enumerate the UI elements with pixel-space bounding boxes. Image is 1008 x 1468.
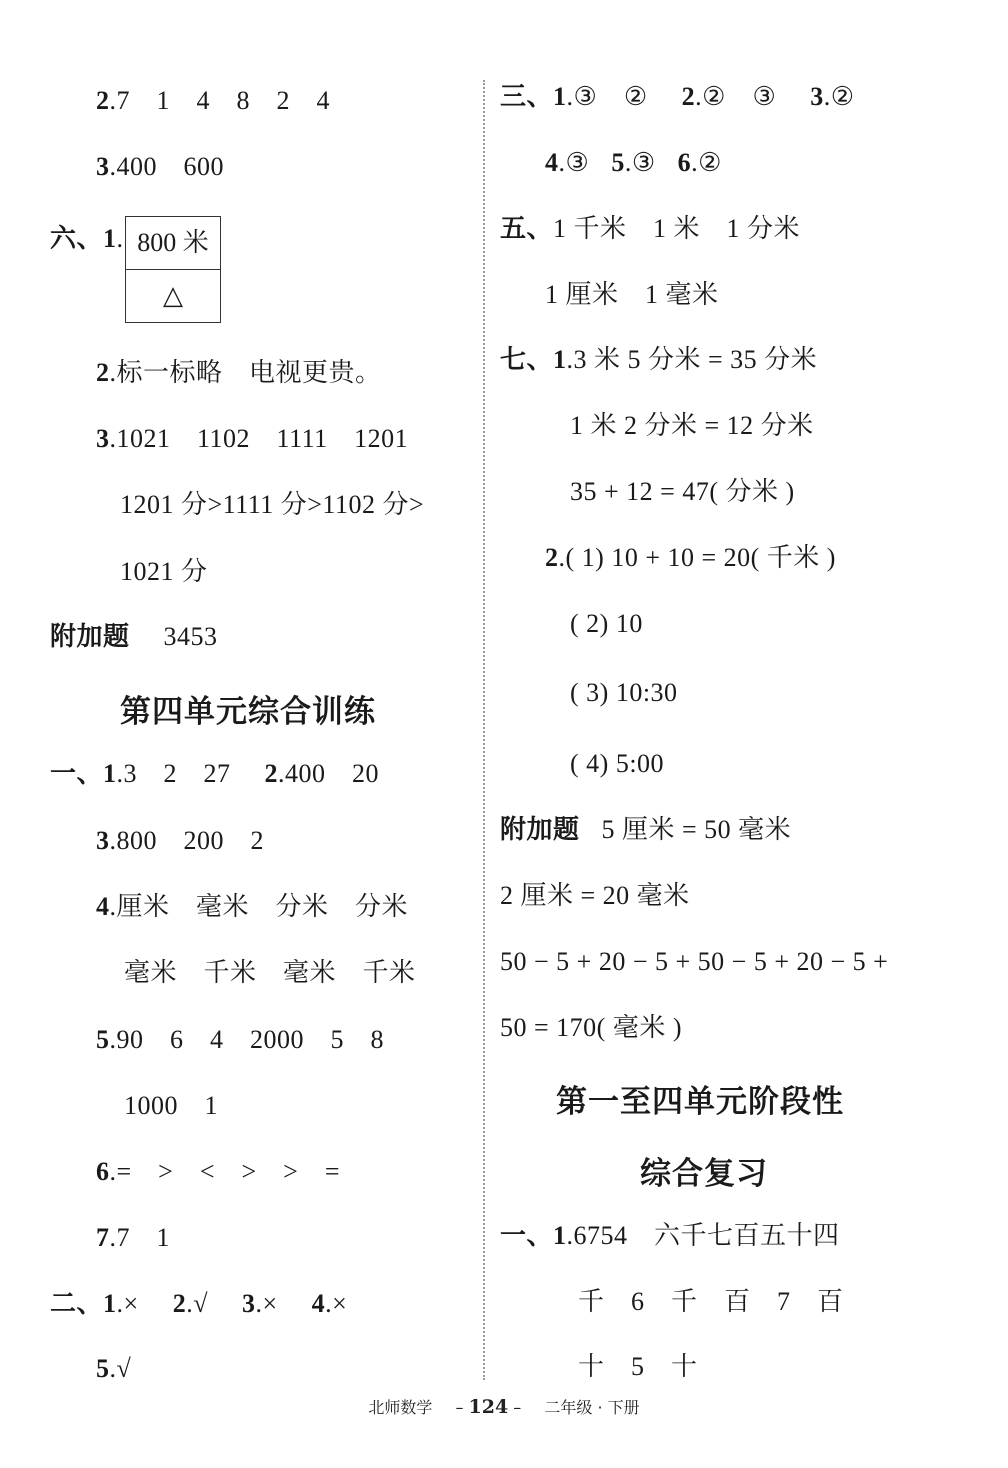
review-title-line2: 综合复习 bbox=[640, 1156, 768, 1192]
answer-line: 1 厘米 1 毫米 bbox=[545, 280, 719, 309]
answer-line: 50 = 170( 毫米 ) bbox=[500, 1013, 682, 1042]
answer-line: 2.( 1) 10 + 10 = 20( 千米 ) bbox=[545, 543, 836, 572]
answer-line: 3.400 600 bbox=[96, 152, 225, 181]
answer-line: 十 5 十 bbox=[578, 1352, 698, 1381]
answer-line: 6.= > < > > = bbox=[96, 1157, 340, 1186]
answer-line: ( 3) 10:30 bbox=[570, 678, 678, 707]
answer-line: 1 米 2 分米 = 12 分米 bbox=[570, 411, 814, 440]
answer-line: 35 + 12 = 47( 分米 ) bbox=[570, 477, 795, 506]
bonus-line: 附加题 3453 bbox=[50, 622, 218, 652]
answer-line: 7.7 1 bbox=[96, 1223, 171, 1252]
answer-line: 千 6 千 百 7 百 bbox=[578, 1287, 844, 1316]
answer-line: 5.√ bbox=[96, 1354, 132, 1383]
answer-line: 2 厘米 = 20 毫米 bbox=[500, 881, 690, 910]
answer-line: 五、1 千米 1 米 1 分米 bbox=[500, 214, 801, 244]
answer-line: 3.1021 1102 1111 1201 bbox=[96, 424, 409, 453]
answer-line: 1021 分 bbox=[120, 557, 208, 586]
page-number: 124 bbox=[468, 1396, 509, 1418]
grade-label: 二年级 · 下册 bbox=[544, 1398, 640, 1417]
answer-line: ( 2) 10 bbox=[570, 609, 643, 638]
answer-line: 3.800 200 2 bbox=[96, 826, 265, 855]
unit4-title: 第四单元综合训练 bbox=[120, 694, 376, 730]
answer-line: 2.7 1 4 8 2 4 bbox=[96, 86, 331, 115]
answer-line: ( 4) 5:00 bbox=[570, 749, 665, 778]
answer-line: 1201 分>1111 分>1102 分> bbox=[120, 490, 425, 519]
answer-line: 2.标一标略 电视更贵。 bbox=[96, 358, 382, 387]
book-title: 北师数学 bbox=[368, 1398, 433, 1417]
answer-line: 二、1.× 2.√ 3.× 4.× bbox=[50, 1289, 348, 1319]
answer-line: 1000 1 bbox=[124, 1091, 219, 1120]
answer-box bbox=[125, 216, 221, 323]
answer-line: 一、1.3 2 27 2.400 20 bbox=[50, 759, 380, 789]
answer-line: 一、1.6754 六千七百五十四 bbox=[500, 1221, 840, 1251]
answer-line: 三、1.③ ② 2.② ③ 3.② bbox=[500, 82, 855, 112]
answer-line: 七、1.3 米 5 分米 = 35 分米 bbox=[500, 345, 818, 375]
section-label: 六、1. bbox=[50, 224, 124, 254]
answer-line: 4.厘米 毫米 分米 分米 bbox=[96, 892, 409, 921]
answer-line: 50 − 5 + 20 − 5 + 50 − 5 + 20 − 5 + bbox=[500, 947, 889, 976]
bonus-line: 附加题 5 厘米 = 50 毫米 bbox=[500, 815, 792, 845]
answer-line: 5.90 6 4 2000 5 8 bbox=[96, 1025, 385, 1054]
box-top-cell: 800 米 bbox=[126, 217, 220, 270]
review-title-line1: 第一至四单元阶段性 bbox=[556, 1084, 844, 1120]
answer-line: 毫米 千米 毫米 千米 bbox=[124, 958, 416, 987]
page-footer: 北师数学 – 124 – 二年级 · 下册 bbox=[368, 1396, 640, 1418]
column-divider bbox=[483, 80, 485, 1380]
answer-line: 4.③ 5.③ 6.② bbox=[545, 148, 722, 177]
triangle-icon: △ bbox=[163, 281, 183, 311]
